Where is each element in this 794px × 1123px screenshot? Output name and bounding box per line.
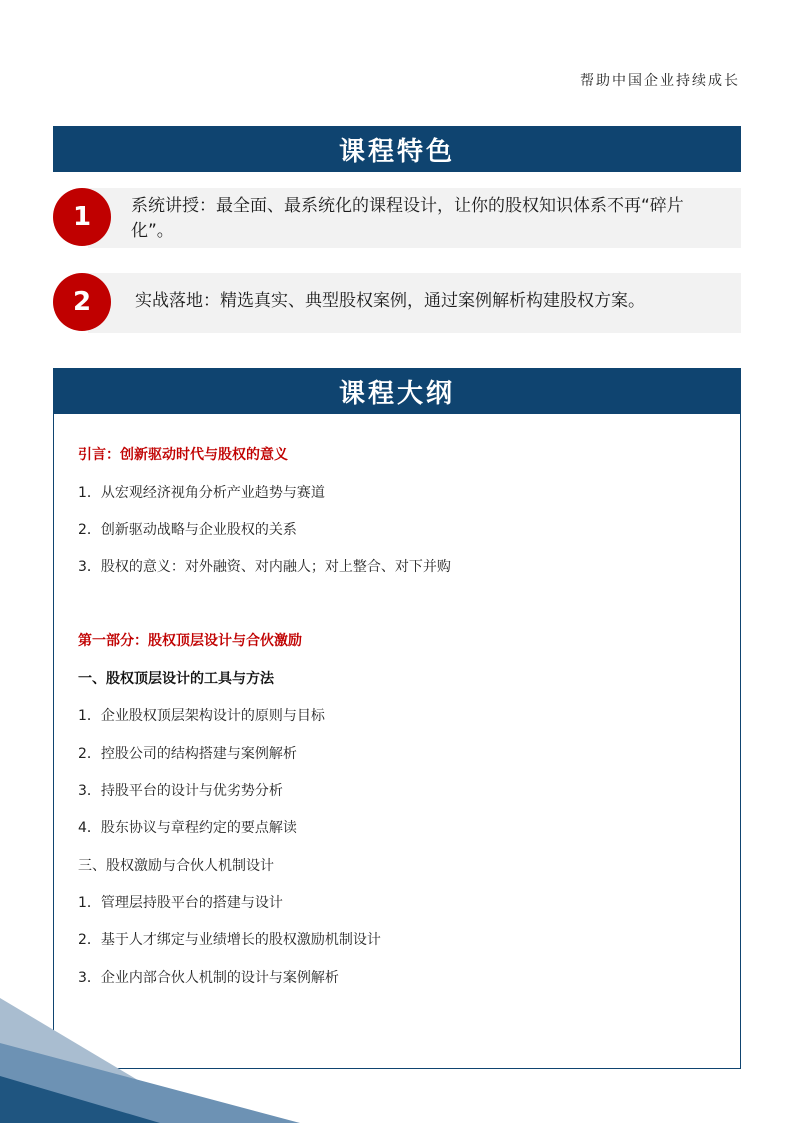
outline-item: 3．股权的意义：对外融资、对内融人；对上整合、对下并购 — [78, 559, 451, 575]
feature-item — [53, 273, 741, 333]
outline-box — [53, 414, 741, 1069]
feature-text: 实战落地：精选真实、典型股权案例，通过案例解析构建股权方案。 — [135, 291, 645, 311]
outline-item: 第一部分：股权顶层设计与合伙激励 — [78, 633, 302, 649]
outline-item: 2．基于人才绑定与业绩增长的股权激励机制设计 — [78, 932, 381, 948]
outline-item: 3．持股平台的设计与优劣势分析 — [78, 783, 283, 799]
outline-item: 3．企业内部合伙人机制的设计与案例解析 — [78, 970, 339, 986]
outline-item: 1．企业股权顶层架构设计的原则与目标 — [78, 708, 325, 724]
outline-item: 1．从宏观经济视角分析产业趋势与赛道 — [78, 485, 325, 501]
feature-text: 系统讲授：最全面、最系统化的课程设计，让你的股权知识体系不再“碎片化”。 — [131, 196, 684, 241]
features-title: 课程特色 — [338, 136, 455, 167]
outline-title-bar — [53, 368, 741, 414]
slogan: 帮助中国企业持续成长 — [580, 73, 740, 89]
feature-number-badge: 2 — [53, 273, 111, 331]
outline-title: 课程大纲 — [338, 378, 455, 409]
features-title-bar — [53, 126, 741, 172]
outline-item: 2．创新驱动战略与企业股权的关系 — [78, 522, 297, 538]
decor-dark-triangle — [0, 1076, 160, 1123]
outline-item: 一、股权顶层设计的工具与方法 — [78, 671, 274, 687]
outline-item: 引言：创新驱动时代与股权的意义 — [78, 447, 288, 463]
outline-item: 2．控股公司的结构搭建与案例解析 — [78, 746, 297, 762]
outline-item: 三、股权激励与合伙人机制设计 — [78, 858, 274, 874]
outline-item: 1．管理层持股平台的搭建与设计 — [78, 895, 283, 911]
outline-item: 4．股东协议与章程约定的要点解读 — [78, 820, 297, 836]
feature-item — [53, 188, 741, 248]
feature-number-badge: 1 — [53, 188, 111, 246]
